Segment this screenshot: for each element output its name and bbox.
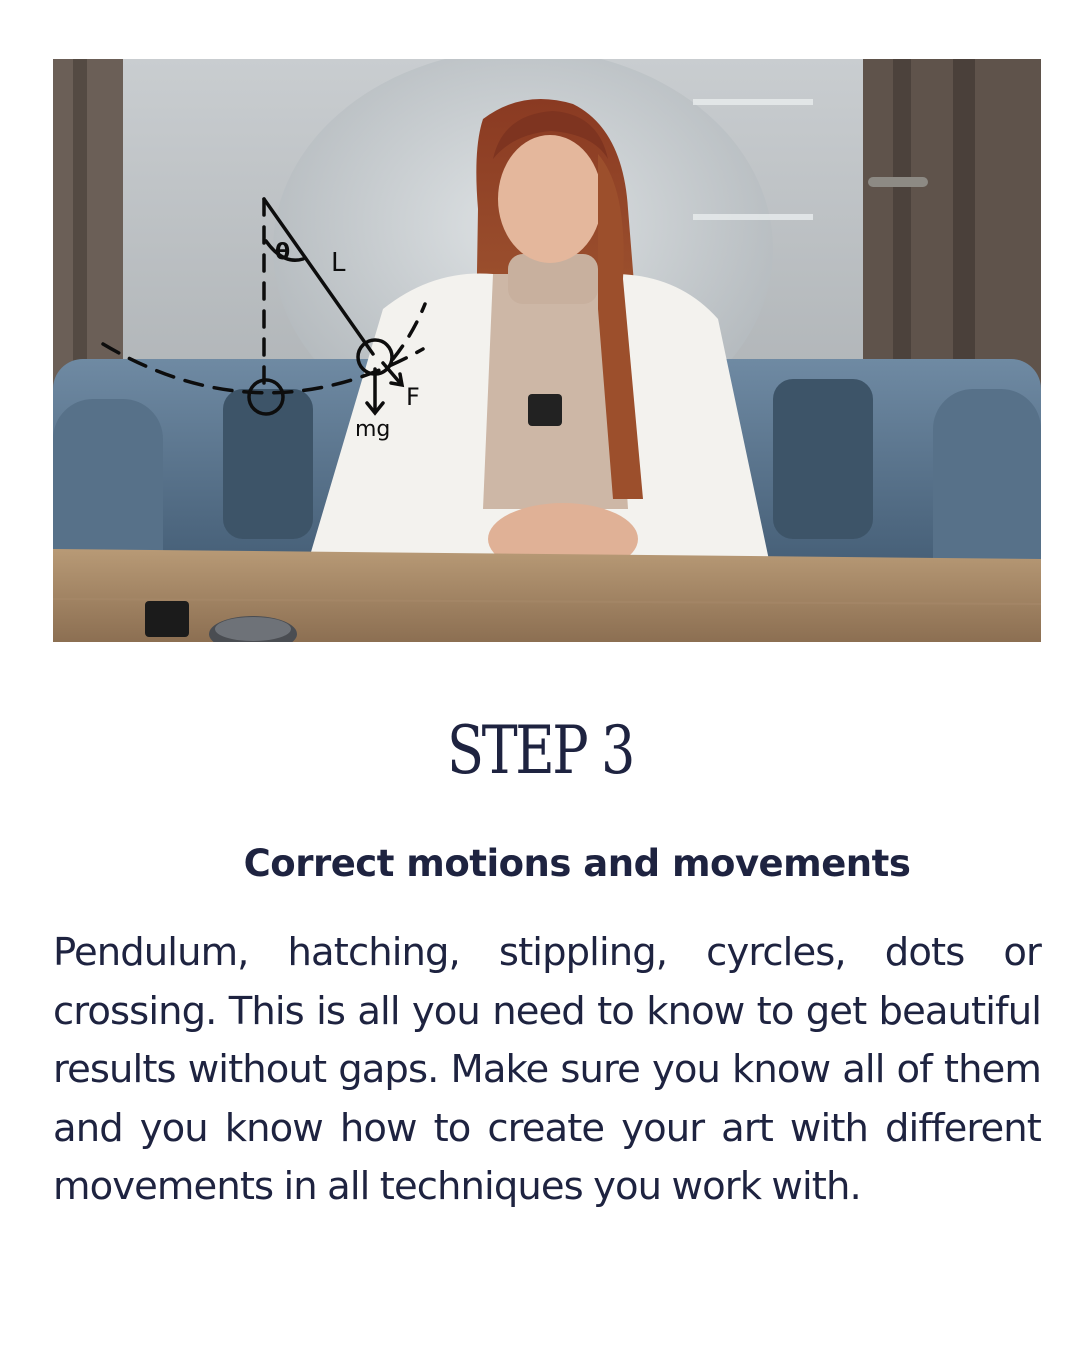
- weight-label: mg: [355, 417, 391, 442]
- step-subtitle: Correct motions and movements: [243, 842, 911, 885]
- hero-image: [53, 59, 1041, 642]
- step-description: Pendulum, hatching, stippling, cyrcles, dots or crossing. This is all you need to know to get beautiful results without gaps. Make sure you know all of them and you know how to create your art with different movements in all techniques you work with.: [53, 930, 1041, 1209]
- theta-label: θ: [275, 240, 291, 265]
- hero-illustration: [53, 59, 1041, 642]
- step-title: STEP 3: [447, 712, 633, 789]
- length-label: L: [331, 248, 346, 278]
- force-label: F: [406, 383, 420, 411]
